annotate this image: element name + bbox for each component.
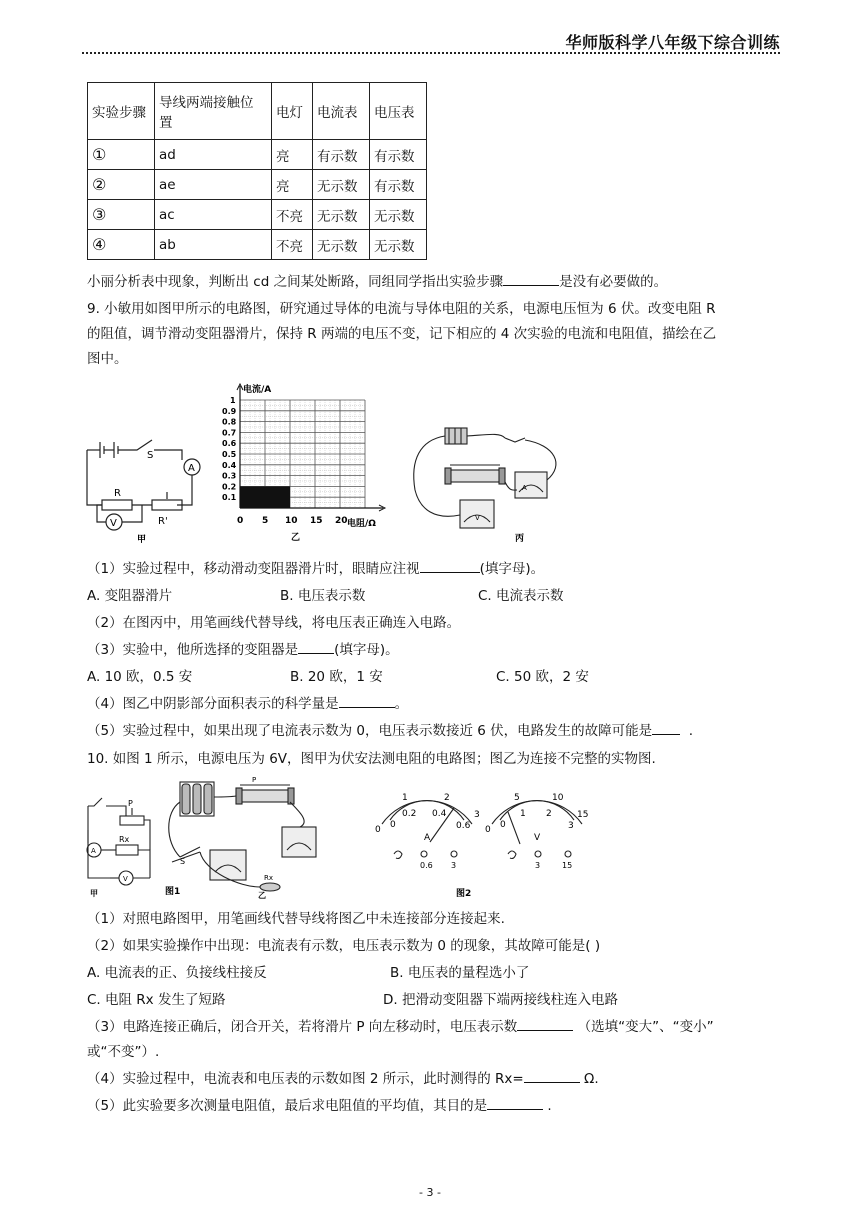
table-header-cell: 电流表 bbox=[313, 83, 370, 140]
q9-s2: （2）在图丙中，用笔画线代替导线，将电压表正确连入电路。 bbox=[87, 615, 461, 631]
x-tick-label: 5 bbox=[262, 516, 269, 526]
voltmeter-bottom-2: 2 bbox=[546, 809, 552, 819]
q9-s4-text: （4）图乙中阴影部分面积表示的科学量是 bbox=[87, 696, 339, 712]
x-tick-label: 20 bbox=[335, 516, 348, 526]
q10-s2-option-b: B. 电压表的量程选小了 bbox=[390, 965, 530, 981]
fig1-label: 图1 bbox=[165, 887, 181, 897]
table-cell: ac bbox=[155, 200, 272, 230]
q10-s3-line2: 或“不变”）. bbox=[87, 1044, 160, 1060]
rheostat-label: R' bbox=[158, 516, 168, 527]
voltmeter-top-2: 10 bbox=[552, 793, 564, 803]
table-cell: ② bbox=[88, 170, 155, 200]
q10-s5-after: . bbox=[547, 1098, 552, 1114]
q9-s3-option-a: A. 10 欧，0.5 安 bbox=[87, 669, 193, 685]
q8-text-after: 是没有必要做的。 bbox=[559, 274, 668, 290]
table-row bbox=[88, 170, 427, 200]
answer-blank[interactable] bbox=[339, 693, 395, 708]
table-header-cell: 电灯 bbox=[272, 83, 313, 140]
q10-s5 bbox=[87, 1094, 552, 1114]
q9-s5 bbox=[87, 719, 693, 739]
voltmeter-bottom-3: 3 bbox=[568, 821, 574, 831]
y-tick-label: 0.9 bbox=[222, 406, 237, 416]
voltmeter-terminal-3: 3 bbox=[535, 861, 541, 870]
table-cell: ④ bbox=[88, 230, 155, 260]
current-resistance-chart bbox=[205, 378, 405, 543]
ammeter-top-2: 2 bbox=[444, 793, 450, 803]
table-row bbox=[88, 200, 427, 230]
circuit-diagram-q10-jia bbox=[80, 778, 160, 898]
table-cell: 无示数 bbox=[313, 200, 370, 230]
answer-blank[interactable] bbox=[298, 639, 334, 654]
q9-s3-text: （3）实验中，他所选择的变阻器是 bbox=[87, 642, 299, 658]
ammeter-label: A bbox=[188, 463, 195, 474]
ammeter-top-0: 0 bbox=[375, 825, 381, 835]
q9-s3-after: (填字母)。 bbox=[334, 642, 399, 658]
voltmeter-terminal-15: 15 bbox=[562, 861, 573, 870]
voltmeter-bottom-1: 1 bbox=[520, 809, 526, 819]
y-tick-label: 0.7 bbox=[222, 428, 237, 438]
voltmeter-top-3: 15 bbox=[577, 810, 589, 820]
ammeter-terminal-06: 0.6 bbox=[420, 861, 433, 870]
table-cell: 无示数 bbox=[370, 230, 427, 260]
table-header-row bbox=[88, 83, 427, 140]
table-cell: 无示数 bbox=[313, 230, 370, 260]
ammeter-terminal-3: 3 bbox=[451, 861, 457, 870]
table-header-cell: 电压表 bbox=[370, 83, 427, 140]
q10-s2-option-c: C. 电阻 Rx 发生了短路 bbox=[87, 992, 226, 1008]
meters-fig2 bbox=[372, 782, 602, 897]
q9-s1-option-c: C. 电流表示数 bbox=[478, 588, 564, 604]
q9-s1-after: (填字母)。 bbox=[479, 561, 545, 577]
q9-s1-option-a: A. 变阻器滑片 bbox=[87, 588, 173, 604]
q8-conclusion bbox=[87, 270, 667, 290]
answer-blank[interactable] bbox=[652, 720, 680, 735]
q9-s5-after: . bbox=[688, 723, 694, 739]
page-number: - 3 - bbox=[419, 1186, 441, 1199]
table-cell: 有示数 bbox=[313, 140, 370, 170]
ammeter-symbol: A bbox=[424, 833, 431, 843]
real-circuit-bing bbox=[405, 420, 575, 545]
q10-line1: 10. 如图 1 所示，电源电压为 6V，图甲为伏安法测电阻的电路图；图乙为连接不完整的实物图. bbox=[87, 751, 656, 767]
q9-s5-text: （5）实验过程中，如果出现了电流表示数为 0，电压表示数接近 6 伏，电路发生的故障可能是 bbox=[87, 723, 653, 739]
x-axis-label: 电阻/Ω bbox=[347, 519, 376, 529]
table-cell: 不亮 bbox=[272, 200, 313, 230]
y-tick-label: 0.4 bbox=[222, 460, 237, 470]
fig-jia-label: 甲 bbox=[90, 889, 98, 898]
answer-blank[interactable] bbox=[524, 1068, 580, 1083]
table-cell: ad bbox=[155, 140, 272, 170]
fig-yi-label: 乙 bbox=[291, 533, 301, 543]
table-cell: ae bbox=[155, 170, 272, 200]
q10-s5-text: （5）此实验要多次测量电阻值，最后求电阻值的平均值，其目的是 bbox=[87, 1098, 488, 1114]
ammeter-bottom-2: 0.4 bbox=[432, 809, 447, 819]
answer-blank[interactable] bbox=[487, 1095, 543, 1110]
fig-bing-label: 丙 bbox=[515, 534, 525, 544]
ammeter-top-1: 1 bbox=[402, 793, 408, 803]
shaded-area bbox=[240, 486, 290, 508]
answer-blank[interactable] bbox=[517, 1016, 573, 1031]
switch-label: S bbox=[147, 450, 154, 461]
voltmeter-top-1: 5 bbox=[514, 793, 520, 803]
fig-jia-label: 甲 bbox=[137, 535, 147, 545]
q8-text: 小丽分析表中现象，判断出 cd 之间某处断路，同组同学指出实验步骤 bbox=[87, 274, 504, 290]
q10-s4-text: （4）实验过程中，电流表和电压表的示数如图 2 所示，此时测得的 Rx= bbox=[87, 1071, 524, 1087]
x-tick-label: 0 bbox=[237, 516, 244, 526]
q10-s2-option-a: A. 电流表的正、负接线柱接反 bbox=[87, 965, 267, 981]
q9-s4 bbox=[87, 692, 408, 712]
experiment-table bbox=[87, 82, 427, 260]
voltmeter-symbol: V bbox=[534, 833, 541, 843]
table-cell: 亮 bbox=[272, 170, 313, 200]
table-cell: ab bbox=[155, 230, 272, 260]
x-tick-label: 10 bbox=[285, 516, 298, 526]
switch-label: S bbox=[180, 857, 186, 866]
table-row bbox=[88, 140, 427, 170]
circuit-diagram-jia bbox=[82, 430, 217, 545]
table-cell: ① bbox=[88, 140, 155, 170]
voltmeter-label: V bbox=[110, 518, 117, 529]
header-title: 华师版科学八年级下综合训练 bbox=[565, 33, 780, 52]
header-line: 置 bbox=[159, 115, 173, 131]
table-cell: 无示数 bbox=[313, 170, 370, 200]
q9-line2: 的阻值，调节滑动变阻器滑片，保持 R 两端的电压不变，记下相应的 4 次实验的电流和电阻值，描绘在乙 bbox=[87, 326, 717, 342]
real-circuit-q10-yi bbox=[160, 772, 330, 900]
q9-s3 bbox=[87, 638, 399, 658]
q10-s3 bbox=[87, 1015, 714, 1035]
q9-s1-option-b: B. 电压表示数 bbox=[280, 588, 366, 604]
q9-s3-option-b: B. 20 欧，1 安 bbox=[290, 669, 383, 685]
q10-s2-option-d: D. 把滑动变阻器下端两接线柱连入电路 bbox=[383, 992, 618, 1008]
table-cell: 亮 bbox=[272, 140, 313, 170]
q10-s3-after: （选填“变大”、“变小” bbox=[577, 1019, 714, 1035]
y-axis-label: 电流/A bbox=[243, 385, 272, 395]
fig-yi-label: 乙 bbox=[258, 891, 266, 900]
x-tick-label: 15 bbox=[310, 516, 323, 526]
q9-s1 bbox=[87, 557, 544, 577]
ammeter-bottom-0: 0 bbox=[390, 820, 396, 830]
answer-blank[interactable] bbox=[420, 558, 480, 573]
table-cell: 有示数 bbox=[370, 140, 427, 170]
table-cell: 无示数 bbox=[370, 200, 427, 230]
answer-blank[interactable] bbox=[503, 271, 559, 286]
voltmeter-top-0: 0 bbox=[485, 825, 491, 835]
header-line: 导线两端接触位 bbox=[159, 95, 254, 111]
table-header-cell: 实验步骤 bbox=[88, 83, 155, 140]
resistor-label: R bbox=[114, 488, 121, 499]
voltmeter-label: V bbox=[123, 875, 128, 883]
ammeter-bottom-1: 0.2 bbox=[402, 809, 417, 819]
slider-label: P bbox=[252, 776, 257, 784]
q10-s2: （2）如果实验操作中出现：电流表有示数，电压表示数为 0 的现象，其故障可能是( ) bbox=[87, 938, 601, 954]
page-header bbox=[82, 30, 780, 54]
y-tick-label: 0.8 bbox=[222, 417, 237, 427]
y-tick-label: 0.2 bbox=[222, 482, 237, 492]
y-tick-label: 0.1 bbox=[222, 493, 237, 503]
ammeter-label: A bbox=[91, 847, 96, 855]
q9-line3: 图中。 bbox=[87, 351, 128, 367]
table-cell: 有示数 bbox=[370, 170, 427, 200]
rx-label: Rx bbox=[264, 874, 274, 882]
q10-s3-text: （3）电路连接正确后，闭合开关，若将滑片 P 向左移动时，电压表示数 bbox=[87, 1019, 518, 1035]
q9-s4-after: 。 bbox=[394, 696, 409, 712]
table-header-cell bbox=[155, 83, 272, 140]
q9-line1: 9. 小敏用如图甲所示的电路图，研究通过导体的电流与导体电阻的关系，电源电压恒为 6 伏。改变电阻 R bbox=[87, 301, 716, 317]
ammeter-top-3: 3 bbox=[474, 810, 480, 820]
y-tick-label: 1 bbox=[230, 396, 236, 405]
voltmeter-label: V bbox=[475, 514, 480, 522]
q9-s3-option-c: C. 50 欧，2 安 bbox=[496, 669, 589, 685]
q9-s1-text: （1）实验过程中，移动滑动变阻器滑片时，眼睛应注视 bbox=[87, 561, 420, 577]
table-cell: ③ bbox=[88, 200, 155, 230]
q10-s4 bbox=[87, 1067, 599, 1087]
voltmeter-bottom-0: 0 bbox=[500, 820, 506, 830]
q10-s4-after: Ω. bbox=[584, 1071, 599, 1087]
y-tick-label: 0.5 bbox=[222, 450, 237, 459]
fig2-label: 图2 bbox=[456, 889, 472, 897]
slider-label: P bbox=[128, 799, 133, 808]
y-tick-label: 0.3 bbox=[222, 471, 237, 481]
y-tick-label: 0.6 bbox=[222, 439, 237, 449]
rx-label: Rx bbox=[119, 835, 130, 844]
q10-s1: （1）对照电路图甲，用笔画线代替导线将图乙中未连接部分连接起来. bbox=[87, 911, 505, 927]
ammeter-bottom-3: 0.6 bbox=[456, 821, 471, 831]
ammeter-label: A bbox=[522, 484, 527, 492]
table-cell: 不亮 bbox=[272, 230, 313, 260]
table-row bbox=[88, 230, 427, 260]
